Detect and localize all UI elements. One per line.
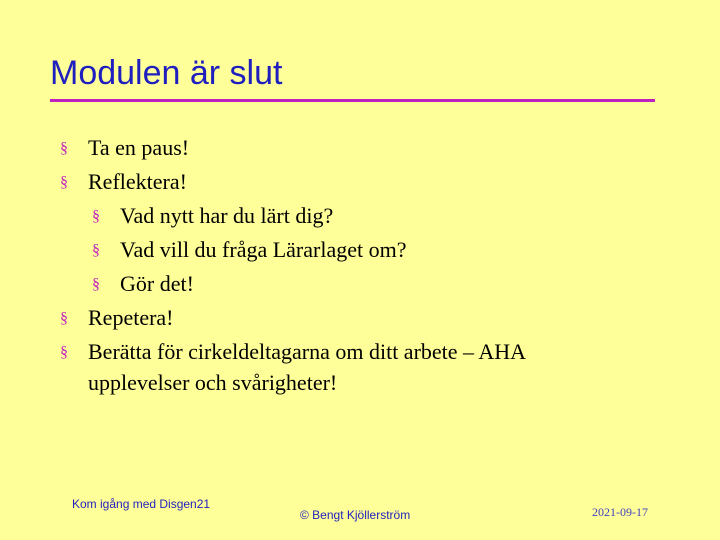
list-item: § Reflektera! [60,165,187,200]
section-sign-bullet-icon: § [92,242,100,259]
list-item: § Ta en paus! [60,131,189,166]
list-item: § Repetera! [60,301,174,336]
list-item: § Berätta för cirkeldeltagarna om ditt arbete – AHA [60,335,526,370]
list-item: § Vad nytt har du lärt dig? [92,199,333,234]
list-item: § Gör det! [92,267,194,302]
section-sign-bullet-icon: § [92,208,100,225]
section-sign-bullet-icon: § [92,276,100,293]
list-item: § Vad vill du fråga Lärarlaget om? [92,233,406,268]
section-sign-bullet-icon: § [60,140,68,157]
title-underline [50,99,655,102]
list-item-continuation: upplevelser och svårigheter! [88,370,338,395]
slide-title: Modulen är slut [50,54,283,92]
section-sign-bullet-icon: § [60,174,68,191]
footer-copyright: © Bengt Kjöllerström [300,508,411,522]
section-sign-bullet-icon: § [60,344,68,361]
section-sign-bullet-icon: § [60,310,68,327]
footer-date: 2021-09-17 [592,505,648,519]
footer-course-name: Kom igång med Disgen21 [72,497,211,511]
